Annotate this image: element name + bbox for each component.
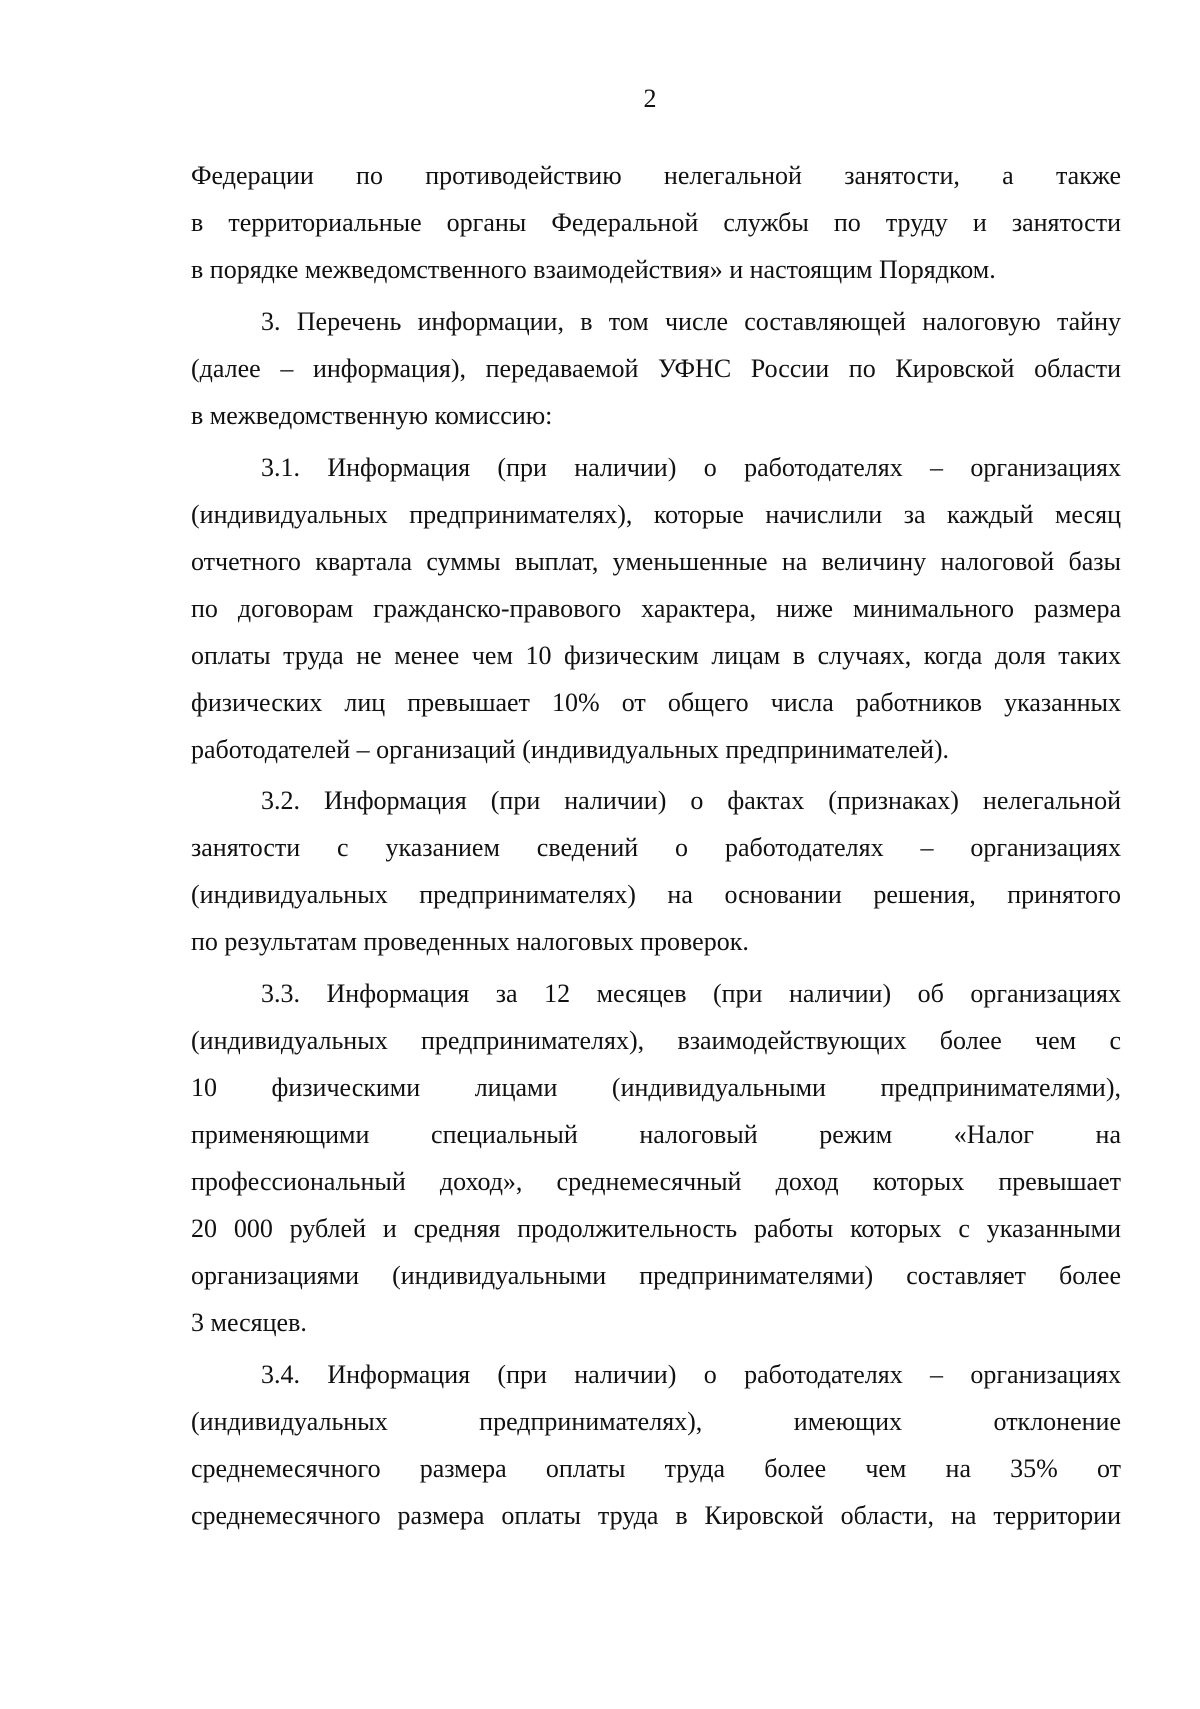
text-line: профессиональный доход», среднемесячный доход которых превышает [191, 1167, 1121, 1196]
text-line: работодателей – организаций (индивидуальных предпринимателей). [191, 735, 950, 764]
text-line: в порядке межведомственного взаимодействия» и настоящим Порядком. [191, 255, 996, 284]
text-line: по результатам проведенных налоговых проверок. [191, 927, 749, 956]
text-line: (индивидуальных предпринимателях), которые начислили за каждый месяц [191, 500, 1121, 529]
paragraph-start-line: 3.1. Информация (при наличии) о работодателях – организациях [261, 453, 1121, 482]
paragraph-start-line: 3.3. Информация за 12 месяцев (при наличии) об организациях [261, 979, 1121, 1008]
text-line: (далее – информация), передаваемой УФНС России по Кировской области [191, 354, 1121, 383]
text-line: (индивидуальных предпринимателях), имеющих отклонение [191, 1407, 1121, 1436]
text-line: в межведомственную комиссию: [191, 401, 553, 430]
text-line: среднемесячного размера оплаты труда более чем на 35% от [191, 1454, 1121, 1483]
text-line: физических лиц превышает 10% от общего числа работников указанных [191, 688, 1121, 717]
text-line: по договорам гражданско-правового характера, ниже минимального размера [191, 594, 1121, 623]
text-line: применяющими специальный налоговый режим «Налог на [191, 1120, 1121, 1149]
text-line: Федерации по противодействию нелегальной занятости, а также [191, 161, 1121, 190]
paragraph-start-line: 3.2. Информация (при наличии) о фактах (признаках) нелегальной [261, 786, 1121, 815]
text-line: 10 физическими лицами (индивидуальными предпринимателями), [191, 1073, 1121, 1102]
text-line: 20 000 рублей и средняя продолжительность работы которых с указанными [191, 1214, 1121, 1243]
text-line: 3 месяцев. [191, 1308, 307, 1337]
text-line: отчетного квартала суммы выплат, уменьшенные на величину налоговой базы [191, 547, 1121, 576]
text-line: (индивидуальных предпринимателях), взаимодействующих более чем с [191, 1026, 1121, 1055]
paragraph-start-line: 3. Перечень информации, в том числе составляющей налоговую тайну [261, 307, 1121, 336]
text-line: занятости с указанием сведений о работодателях – организациях [191, 833, 1121, 862]
page-number: 2 [643, 84, 657, 113]
paragraph-start-line: 3.4. Информация (при наличии) о работодателях – организациях [261, 1360, 1121, 1389]
text-line: организациями (индивидуальными предпринимателями) составляет более [191, 1261, 1121, 1290]
text-line: в территориальные органы Федеральной службы по труду и занятости [191, 208, 1121, 237]
text-line: среднемесячного размера оплаты труда в Кировской области, на территории [191, 1501, 1121, 1530]
text-line: (индивидуальных предпринимателях) на основании решения, принятого [191, 880, 1121, 909]
text-line: оплаты труда не менее чем 10 физическим лицам в случаях, когда доля таких [191, 641, 1121, 670]
